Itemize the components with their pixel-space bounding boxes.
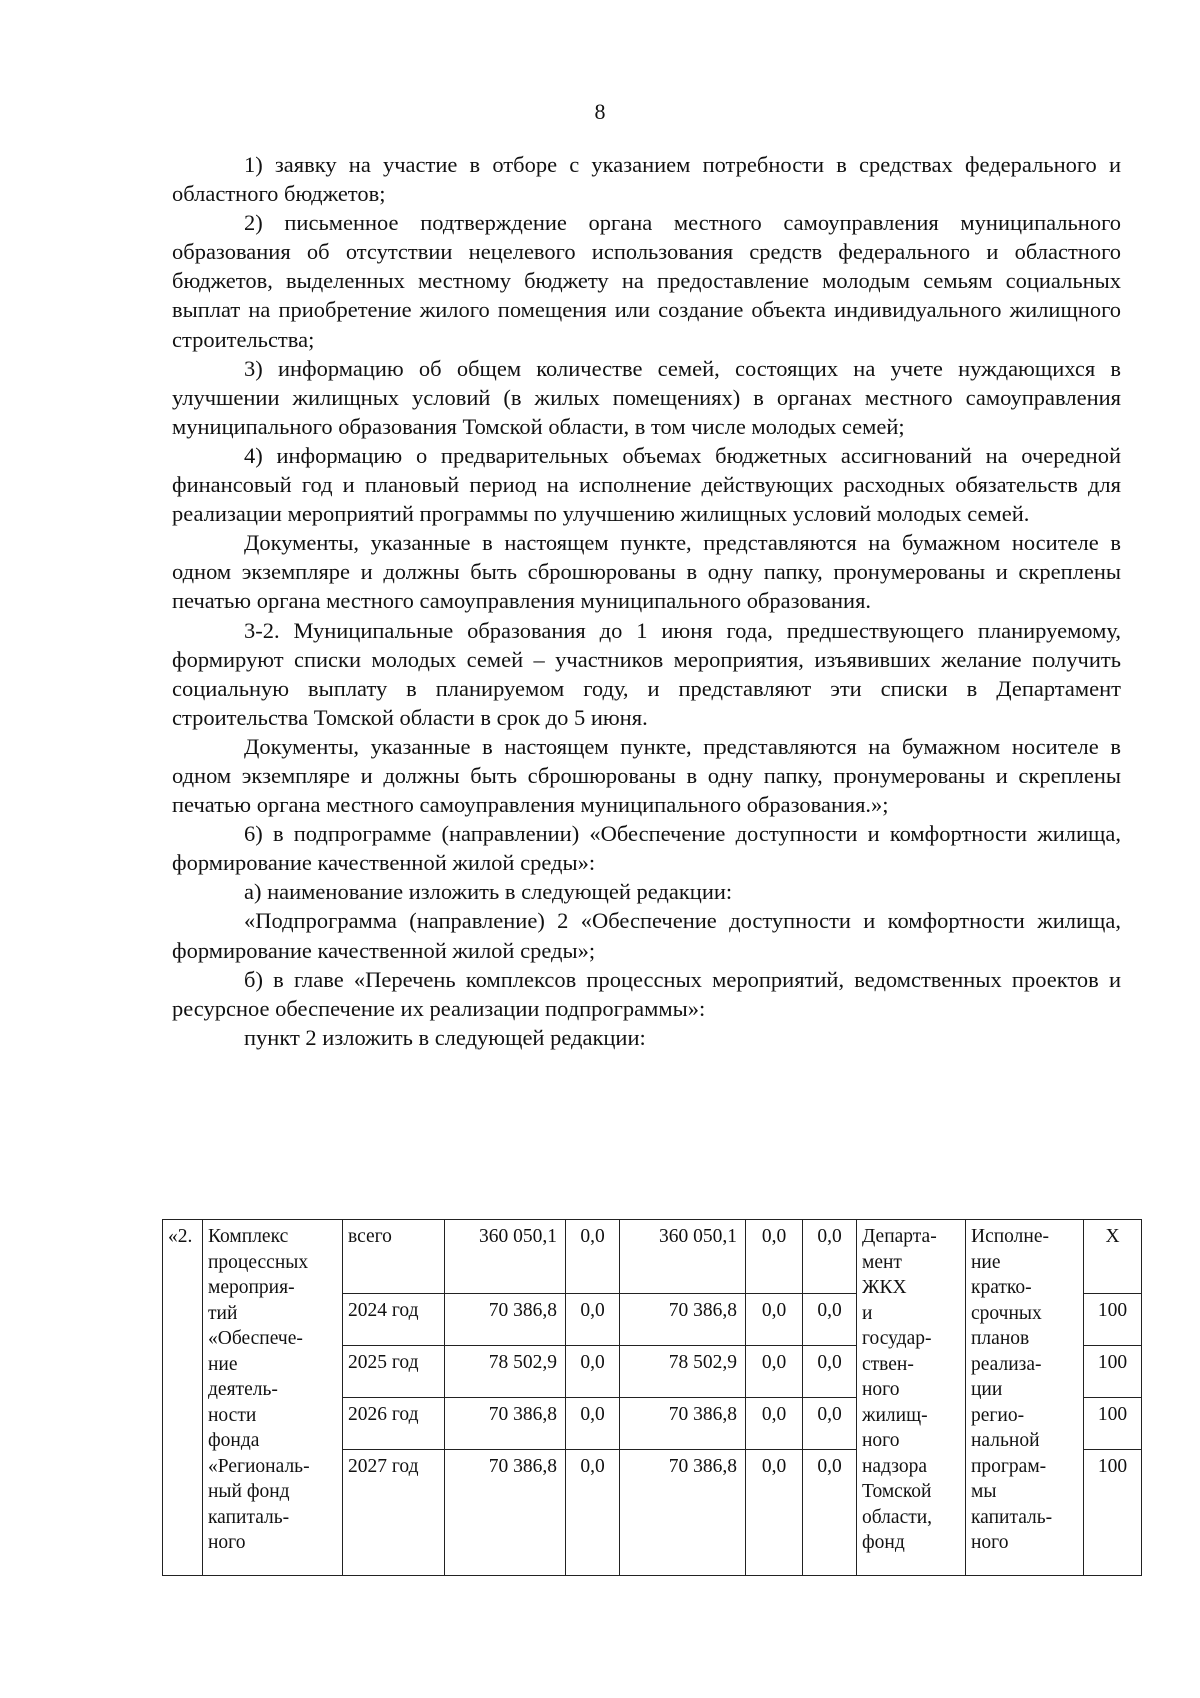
cell-line: Комплекс — [208, 1226, 289, 1247]
local-cell: 0,0 — [746, 1398, 803, 1450]
total-cell: 70 386,8 — [445, 1294, 566, 1346]
cell-line: програм- — [971, 1455, 1047, 1477]
total-cell: 78 502,9 — [445, 1346, 566, 1398]
paragraph: Документы, указанные в настоящем пункте, представляются на бумажном носителе в одном экземпляре и должны быть сброшюрованы в одну папку, пронумерованы и скреплены печатью органа местного самоуправления муниципального образования. — [172, 530, 1121, 614]
local-cell: 0,0 — [746, 1346, 803, 1398]
total-cell: 360 050,1 — [445, 1220, 566, 1294]
cell-line: и — [862, 1302, 873, 1324]
page-number: 8 — [594, 99, 606, 124]
target-cell: Х — [1084, 1220, 1142, 1294]
period-cell: 2027 год — [343, 1450, 445, 1576]
table-row — [163, 1220, 1142, 1294]
cell-line: ствен- — [862, 1353, 914, 1375]
target-cell: 100 — [1084, 1294, 1142, 1346]
cell-line: регио- — [971, 1404, 1025, 1426]
cell-line: капиталь- — [208, 1506, 290, 1528]
paragraph: 3-2. Муниципальные образования до 1 июня года, предшествующего планируемому, формируют списки молодых семей – участников мероприятия, изъявивших желание получить социальную выплату в планируемом году, и представляют эти списки в Департамент строительства Томской области в срок до 5 июня. — [172, 617, 1121, 730]
cell-line: области, — [862, 1506, 933, 1528]
period-cell: 2026 год — [343, 1398, 445, 1450]
extra-budget-cell: 0,0 — [803, 1294, 857, 1346]
paragraph: а) наименование изложить в следующей редакции: — [244, 879, 733, 905]
cell-line: ного — [862, 1430, 900, 1451]
federal-cell: 0,0 — [566, 1398, 620, 1450]
funding-table-wrapper — [162, 1219, 1142, 1576]
paragraph: «Подпрограмма (направление) 2 «Обеспечение доступности и комфортности жилища, формирование качественной жилой среды»; — [172, 908, 1121, 963]
local-cell: 0,0 — [746, 1220, 803, 1294]
cell-line: ного — [208, 1532, 246, 1553]
extra-budget-cell: 0,0 — [803, 1346, 857, 1398]
regional-cell: 78 502,9 — [620, 1346, 746, 1398]
federal-cell: 0,0 — [566, 1346, 620, 1398]
cell-line: государ- — [862, 1328, 932, 1349]
cell-line: жилищ- — [862, 1404, 928, 1426]
target-cell: 100 — [1084, 1346, 1142, 1398]
paragraph: пункт 2 изложить в следующей редакции: — [244, 1024, 646, 1050]
period-cell: 2025 год — [343, 1346, 445, 1398]
funding-table — [162, 1219, 1142, 1576]
cell-line: ного — [971, 1532, 1009, 1553]
cell-line: ции — [971, 1379, 1003, 1400]
cell-line: реализа- — [971, 1353, 1042, 1375]
cell-line: фонда — [208, 1430, 260, 1451]
indicator-cell — [966, 1220, 1084, 1576]
paragraph: 6) в подпрограмме (направлении) «Обеспечение доступности и комфортности жилища, формирование качественной жилой среды»: — [172, 821, 1121, 876]
regional-cell: 70 386,8 — [620, 1450, 746, 1576]
extra-budget-cell: 0,0 — [803, 1220, 857, 1294]
paragraph: Документы, указанные в настоящем пункте, представляются на бумажном носителе в одном экземпляре и должны быть сброшюрованы в одну папку, пронумерованы и скреплены печатью органа местного самоуправления муниципального образования.»; — [172, 733, 1121, 818]
regional-cell: 70 386,8 — [620, 1294, 746, 1346]
cell-line: срочных — [971, 1302, 1042, 1324]
cell-line: Исполне- — [971, 1226, 1049, 1247]
cell-line: мы — [971, 1481, 997, 1502]
cell-line: капиталь- — [971, 1506, 1053, 1528]
paragraph: 1) заявку на участие в отборе с указанием потребности в средствах федерального и областного бюджетов; — [172, 152, 1121, 207]
document-body — [172, 150, 1121, 1052]
cell-line: кратко- — [971, 1277, 1032, 1298]
cell-line: ный фонд — [208, 1481, 290, 1502]
cell-line: ЖКХ — [862, 1277, 907, 1298]
paragraph: 3) информацию об общем количестве семей, состоящих на учете нуждающихся в улучшении жилищных условий (в жилых помещениях) в органах местного самоуправления муниципального образования Томской области, в том числе молодых семей; — [172, 355, 1121, 439]
cell-line: «Обеспече- — [208, 1328, 303, 1349]
cell-line: нальной — [971, 1430, 1040, 1451]
cell-line: фонд — [862, 1532, 905, 1553]
total-cell: 70 386,8 — [445, 1398, 566, 1450]
paragraph: 2) письменное подтверждение органа местного самоуправления муниципального образования об отсутствии нецелевого использования средств федерального и областного бюджетов, выделенных местному бюджету на предоставление молодым семьям социальных выплат на приобретение жилого помещения или создание объекта индивидуального жилищного строительства; — [172, 210, 1121, 352]
regional-cell: 70 386,8 — [620, 1398, 746, 1450]
cell-line: ного — [862, 1379, 900, 1400]
local-cell: 0,0 — [746, 1294, 803, 1346]
cell-line: ности — [208, 1404, 257, 1426]
paragraph: 4) информацию о предварительных объемах бюджетных ассигнований на очередной финансовый год и плановый период на исполнение действующих расходных обязательств для реализации мероприятий программы по улучшению жилищных условий молодых семей. — [172, 442, 1121, 527]
cell-line: мент — [862, 1251, 902, 1273]
cell-line: Департа- — [862, 1226, 937, 1247]
federal-cell: 0,0 — [566, 1294, 620, 1346]
regional-cell: 360 050,1 — [620, 1220, 746, 1294]
target-cell: 100 — [1084, 1398, 1142, 1450]
paragraph: б) в главе «Перечень комплексов процессных мероприятий, ведомственных проектов и ресурсное обеспечение их реализации подпрограммы»: — [172, 966, 1121, 1021]
cell-line: планов — [971, 1328, 1030, 1349]
extra-budget-cell: 0,0 — [803, 1398, 857, 1450]
cell-line: деятель- — [208, 1379, 278, 1400]
cell-line: мероприя- — [208, 1277, 295, 1298]
local-cell: 0,0 — [746, 1450, 803, 1576]
cell-line: ние — [208, 1353, 238, 1375]
cell-line: ние — [971, 1251, 1001, 1273]
item-number-cell: «2. — [163, 1220, 203, 1576]
item-name-cell — [203, 1220, 343, 1576]
cell-line: процессных — [208, 1251, 309, 1273]
cell-line: Томской — [862, 1481, 932, 1502]
federal-cell: 0,0 — [566, 1220, 620, 1294]
target-cell: 100 — [1084, 1450, 1142, 1576]
cell-line: надзора — [862, 1455, 927, 1477]
cell-line: тий — [208, 1302, 238, 1324]
executor-cell — [857, 1220, 966, 1576]
federal-cell: 0,0 — [566, 1450, 620, 1576]
cell-line: «Региональ- — [208, 1455, 310, 1477]
extra-budget-cell: 0,0 — [803, 1450, 857, 1576]
period-cell: всего — [343, 1220, 445, 1294]
period-cell: 2024 год — [343, 1294, 445, 1346]
total-cell: 70 386,8 — [445, 1450, 566, 1576]
